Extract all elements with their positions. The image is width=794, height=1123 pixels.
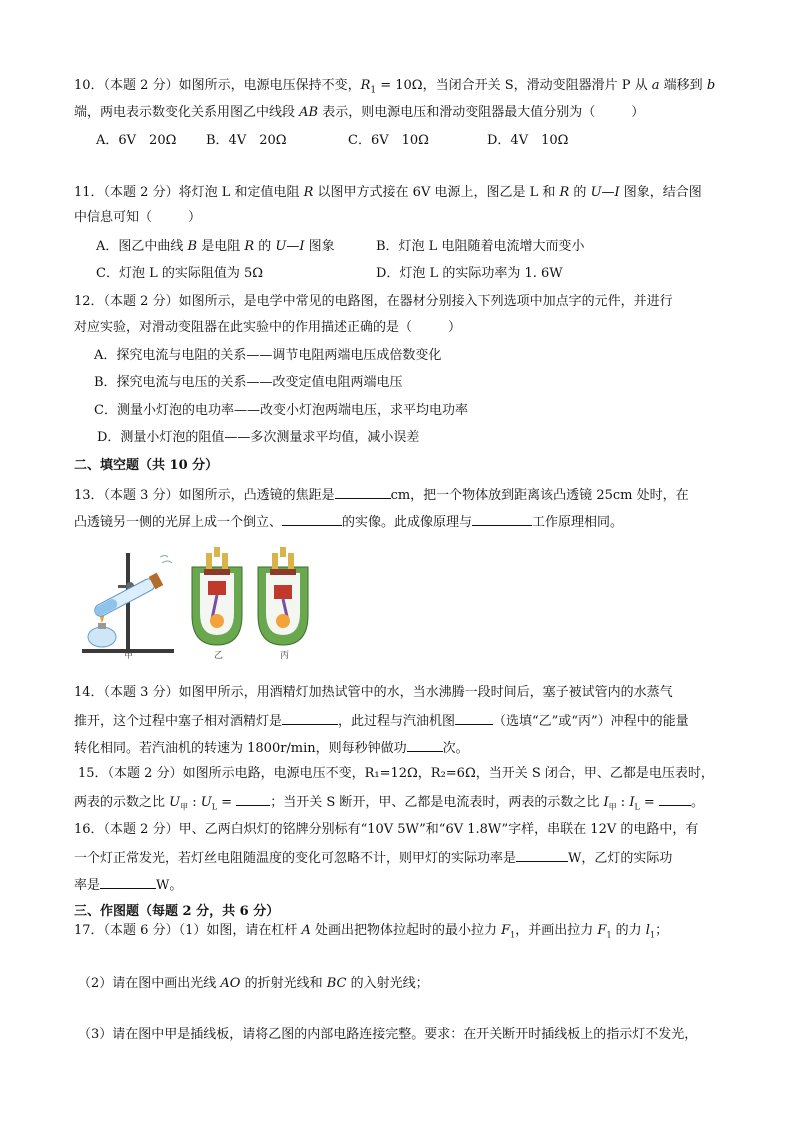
- figure-caption-bing: 丙: [280, 651, 290, 660]
- q11-option-d: D．灯泡 L 的实际功率为 1. 6W: [376, 266, 563, 281]
- figure-caption-yi: 乙: [214, 651, 224, 660]
- q16-line2: 一个灯正常发光，若灯丝电阻随温度的变化可忽略不计，则甲灯的实际功率是 W，乙灯的实际功: [74, 847, 738, 869]
- q15-line1: 15．（本题 2 分）如图所示电路，电源电压不变，R₁=12Ω，R₂=6Ω，当开关 S 闭合，甲、乙都是电压表时，: [78, 766, 714, 781]
- q11-option-a: A．图乙中曲线 B 是电阻 R 的 U—I 图象: [96, 239, 335, 254]
- q16-blank-2[interactable]: [100, 874, 156, 889]
- q16-blank-1[interactable]: [516, 847, 568, 862]
- q17-part3: （3）请在图中甲是插线板，请将乙图的内部电路连接完整。要求：在开关断开时插线板上的指示灯不发光，: [78, 1027, 698, 1042]
- q10-option-c: C．6V 10Ω: [348, 133, 429, 148]
- q17-part2: （2）请在图中画出光线 AO 的折射光线和 BC 的入射光线；: [78, 976, 429, 991]
- q12-line2: 对应实验，对滑动变阻器在此实验中的作用描述正确的是（ ）: [74, 320, 462, 335]
- q10-line2: 端，两电表示数变化关系用图乙中线段 AB 表示，则电源电压和滑动变阻器最大值分别为（ ）: [74, 105, 645, 120]
- q11-line1: 11．（本题 2 分）将灯泡 L 和定值电阻 R 以图甲方式接在 6V 电源上，图乙是 L 和 R 的 U—I 图象，结合图: [74, 185, 702, 200]
- q14-blank-1[interactable]: [282, 710, 338, 725]
- q10-line1: 10．（本题 2 分）如图所示，电源电压保持不变，$R_1 = 10\Omega$，当闭合开关 S，滑动变阻器滑片 P 从 a 端移到 b: [74, 78, 716, 96]
- q15-blank-2[interactable]: [659, 791, 691, 806]
- q13-line1: 13．（本题 3 分）如图所示，凸透镜的焦距是 cm，把一个物体放到距离该凸透镜 25cm 处时，在: [74, 484, 738, 506]
- q14-line1: 14．（本题 3 分）如图甲所示，用酒精灯加热试管中的水，当水沸腾一段时间后，塞子被试管内的水蒸气: [74, 685, 673, 700]
- q13-blank-3[interactable]: [472, 511, 532, 526]
- q14-line2: 推开，这个过程中塞子相对酒精灯是 ，此过程与汽油机图 （选填“乙”或“丙”）冲程中的能量: [74, 710, 738, 732]
- q13-blank-1[interactable]: [335, 484, 391, 499]
- q16-line3: 率是 W。: [74, 874, 738, 896]
- q15-line2: 两表的示数之比 $U_甲$ : $U_L$ = ；当开关 S 断开，甲、乙都是电流表时，两表的示数之比 $I_甲$ : $I_L$ = 。: [74, 791, 738, 818]
- q15-blank-1[interactable]: [236, 791, 270, 806]
- q12-option-b: B．探究电流与电压的关系——改变定值电阻两端电压: [94, 375, 403, 390]
- q17-line1: 17．（本题 6 分）（1）如图，请在杠杆 A 处画出把物体拉起时的最小拉力 $F_1$，并画出拉力 $F_1$ 的力 $l_1$；: [74, 923, 669, 940]
- q10-option-a: A．6V 20Ω: [96, 133, 177, 148]
- q11-option-c: C．灯泡 L 的实际阻值为 5Ω: [96, 266, 264, 281]
- q13-line2: 凸透镜另一侧的光屏上成一个倒立、 的实像。此成像原理与 工作原理相同。: [74, 511, 738, 533]
- engine-figure-yi: [184, 545, 250, 660]
- q10-option-d: D．4V 10Ω: [487, 133, 569, 148]
- q11-option-b: B．灯泡 L 电阻随着电流增大而变小: [376, 239, 585, 254]
- q12-option-c: C．测量小灯泡的电功率——改变小灯泡两端电压，求平均电功率: [94, 403, 468, 418]
- engine-figure-bing: [250, 545, 316, 660]
- q13-blank-2[interactable]: [282, 511, 342, 526]
- figure-caption-jia: 甲: [124, 651, 134, 660]
- q10-option-b: B．4V 20Ω: [206, 133, 287, 148]
- q11-line2: 中信息可知（ ）: [74, 210, 202, 225]
- q14-blank-2[interactable]: [455, 710, 493, 725]
- q12-option-a: A．探究电流与电阻的关系——调节电阻两端电压成倍数变化: [94, 348, 442, 363]
- section-drawing-title: 三、作图题（每题 2 分，共 6 分）: [74, 904, 280, 919]
- section-fill-in-title: 二、填空题（共 10 分）: [74, 458, 219, 473]
- q14-line3: 转化相同。若汽油机的转速为 1800r/min，则每秒钟做功 次。: [74, 737, 738, 759]
- q14-blank-3[interactable]: [407, 737, 443, 752]
- q12-line1: 12．（本题 2 分）如图所示，是电学中常见的电路图，在器材分别接入下列选项中加点字的元件，并进行: [74, 294, 673, 309]
- q12-option-d: D．测量小灯泡的阻值——多次测量求平均值，减小误差: [97, 430, 420, 445]
- alcohol-lamp-test-tube-figure: [78, 545, 178, 660]
- q16-line1: 16．（本题 2 分）甲、乙两白炽灯的铭牌分别标有“10V 5W”和“6V 1.8W”字样，串联在 12V 的电路中，有: [74, 822, 699, 837]
